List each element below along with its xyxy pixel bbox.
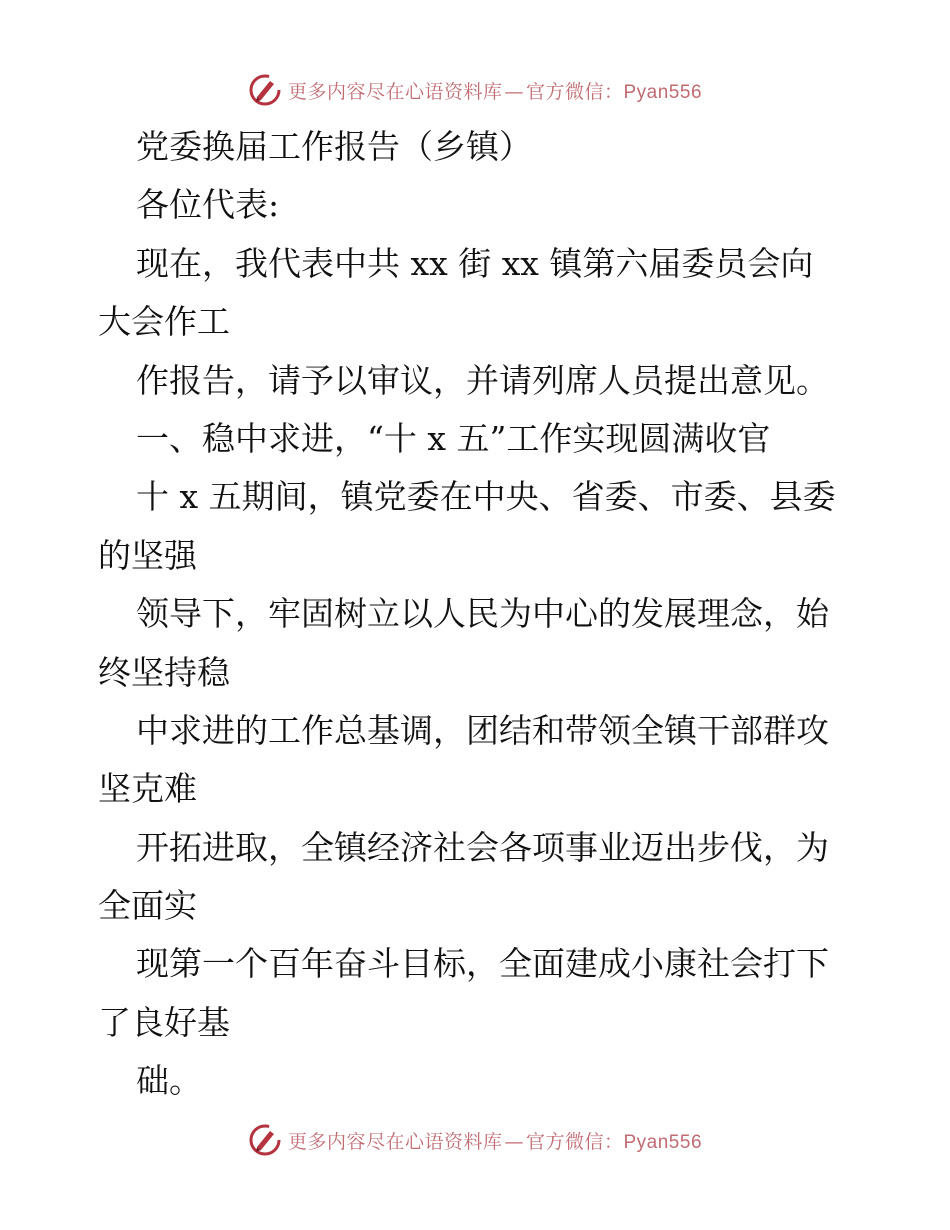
- document-body: [98, 118, 858, 1111]
- document-line: 开拓进取，全镇经济社会各项事业迈出步伐，为: [136, 827, 829, 867]
- pen-logo-icon: [248, 1123, 282, 1157]
- document-line: 现在，我代表中共 xx 街 xx 镇第六届委员会向: [136, 243, 814, 283]
- document-line: 全面实: [98, 886, 197, 926]
- document-line: 的坚强: [98, 535, 197, 575]
- footer-label: 官方微信：: [525, 1130, 624, 1153]
- header-separator: —: [504, 80, 524, 103]
- header-banner-text: [288, 77, 702, 104]
- header-brand: 更多内容尽在心语资料库: [287, 80, 503, 103]
- header-label: 官方微信：: [525, 80, 624, 103]
- document-line: 中求进的工作总基调，团结和带领全镇干部群攻: [136, 710, 829, 750]
- document-line: 大会作工: [98, 302, 230, 342]
- document-line: 现第一个百年奋斗目标，全面建成小康社会打下: [136, 944, 829, 984]
- footer-brand: 更多内容尽在心语资料库: [287, 1130, 503, 1153]
- document-line: 作报告，请予以审议，并请列席人员提出意见。: [136, 360, 829, 400]
- document-line: 了良好基: [98, 1002, 230, 1042]
- footer-separator: —: [504, 1130, 524, 1153]
- document-line: 党委换届工作报告（乡镇）: [136, 127, 532, 166]
- header-banner: [0, 70, 950, 110]
- header-banner-inner: [248, 73, 702, 107]
- footer-account: Pyan556: [623, 1131, 703, 1153]
- footer-banner-text: [288, 1127, 702, 1154]
- footer-banner-inner: [248, 1123, 702, 1157]
- pen-logo-icon: [248, 73, 282, 107]
- footer-banner: [0, 1120, 950, 1160]
- document-line: 十 x 五期间，镇党委在中央、省委、市委、县委: [136, 477, 836, 517]
- document-line: 一、稳中求进，“十 x 五”工作实现圆满收官: [136, 418, 771, 458]
- header-account: Pyan556: [623, 81, 703, 103]
- document-line: 领导下，牢固树立以人民为中心的发展理念，始: [136, 594, 829, 634]
- document-line: 终坚持稳: [98, 652, 230, 692]
- document-line: 础。: [136, 1061, 202, 1101]
- document-line: 坚克难: [98, 769, 197, 809]
- document-line: 各位代表:: [136, 185, 280, 225]
